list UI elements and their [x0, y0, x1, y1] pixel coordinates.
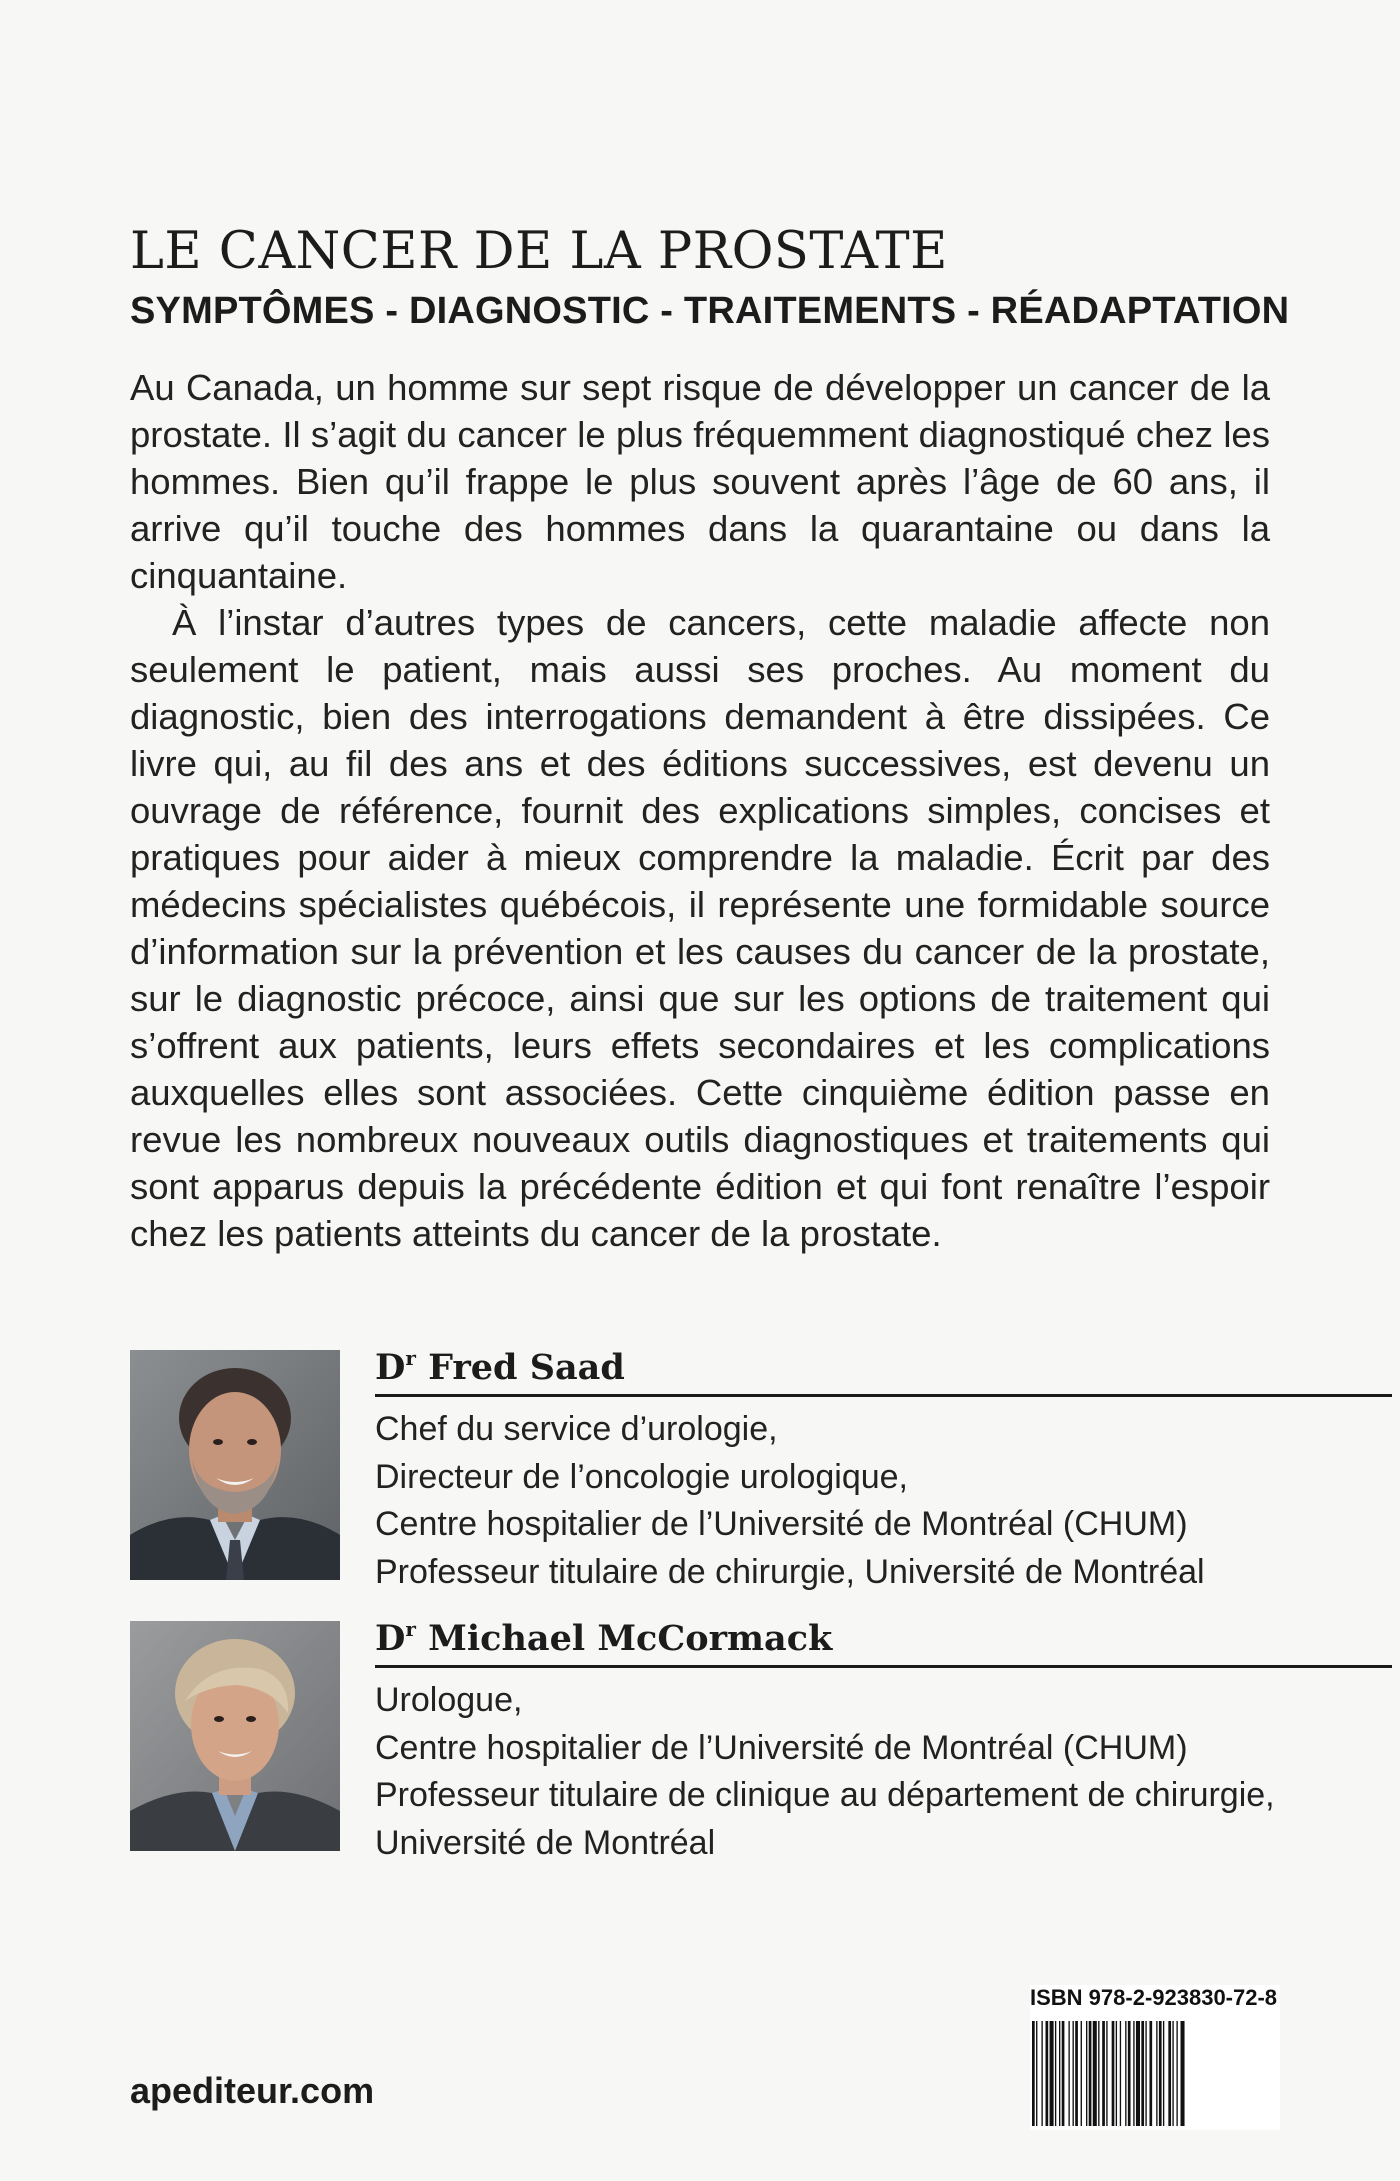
- barcode-bar: [1068, 2021, 1069, 2126]
- barcode-bar: [1120, 2021, 1121, 2126]
- barcode-bar: [1141, 2021, 1144, 2126]
- credential-line: Professeur titulaire de chirurgie, Université de Montréal: [375, 1552, 1205, 1591]
- barcode-bar: [1149, 2021, 1152, 2126]
- barcode-bar: [1086, 2021, 1087, 2126]
- credential-line: Centre hospitalier de l’Université de Montréal (CHUM): [375, 1728, 1188, 1767]
- barcode-bar: [1181, 2021, 1185, 2126]
- barcode-bar: [1156, 2021, 1157, 2126]
- author-name-text: Fred Saad: [428, 1347, 625, 1388]
- barcode-bar: [1032, 2021, 1035, 2126]
- author-name-saad: [375, 1346, 625, 1388]
- barcode-bar: [1176, 2021, 1177, 2126]
- barcode-bar: [1089, 2021, 1092, 2126]
- barcode-bar: [1073, 2021, 1074, 2126]
- barcode-bar: [1133, 2021, 1134, 2126]
- barcode-bar: [1102, 2021, 1105, 2126]
- author-credentials-mccormack: [375, 1677, 1275, 1867]
- description-paragraph-1: Au Canada, un homme sur sept risque de développer un cancer de la prostate. Il s’agit du cancer le plus fréquemment diagnostiqué chez les hommes. Bien qu’il frappe le plus souvent après l’âge de 60 ans, il arrive qu’il touche des hommes dans la quarantaine ou dans la cinquantaine.: [130, 367, 1270, 596]
- book-subtitle: SYMPTÔMES - DIAGNOSTIC - TRAITEMENTS - RÉADAPTATION: [130, 290, 1290, 332]
- description-paragraph-2: À l’instar d’autres types de cancers, cette maladie affecte non seulement le patient, mais aussi ses proches. Au moment du diagnostic, bien des interrogations demandent à être dissipées. Ce livre qui, au fil des ans et des éditions successives, est devenu un ouvrage de référence, fournit des explications simples, concises et pratiques pour aider à mieux comprendre la maladie. Écrit par des médecins spécialistes québécois, il représente une formidable source d’information sur la prévention et les causes du cancer de la prostate, sur le diagnostic précoce, ainsi que sur les options de traitement qui s’offrent aux patients, leurs effets secondaires et les complications auxquelles elles sont associées. Cette cinquième édition passe en revue les nombreux nouveaux outils diagnostiques et traitements qui sont apparus depuis la précédente édition et qui font renaître l’espoir chez les patients atteints du cancer de la prostate.: [130, 602, 1270, 1254]
- author-name-mccormack: [375, 1617, 832, 1659]
- author-title-prefix: D: [375, 1347, 406, 1388]
- barcode-bar: [1036, 2021, 1037, 2126]
- barcode-bar: [1059, 2021, 1060, 2126]
- book-description: [130, 364, 1270, 1257]
- author-divider: [375, 1394, 1392, 1397]
- author-name-text: Michael McCormack: [428, 1618, 833, 1659]
- portrait-saad-image: [130, 1350, 340, 1580]
- author-photo-saad: [130, 1350, 340, 1580]
- barcode-bar: [1125, 2021, 1126, 2126]
- credential-line: Chef du service d’urologie,: [375, 1410, 778, 1448]
- barcode-bar: [1098, 2021, 1099, 2126]
- barcode-bar: [1075, 2021, 1078, 2126]
- barcode-bar: [1136, 2021, 1140, 2126]
- barcode-bar: [1112, 2021, 1115, 2126]
- credential-line: Centre hospitalier de l’Université de Montréal (CHUM): [375, 1505, 1188, 1543]
- author-title-prefix: D: [375, 1618, 406, 1659]
- credential-line: Urologue,: [375, 1681, 523, 1719]
- author-title-sup: r: [405, 1346, 416, 1370]
- barcode-bar: [1046, 2021, 1049, 2126]
- barcode-bar: [1145, 2021, 1146, 2126]
- barcode-bar: [1081, 2021, 1082, 2126]
- author-title-sup: r: [405, 1617, 416, 1641]
- credential-line: Université de Montréal: [375, 1823, 716, 1862]
- author-photo-mccormack: [130, 1621, 340, 1851]
- portrait-mccormack-image: [130, 1621, 340, 1851]
- barcode-bar: [1093, 2021, 1097, 2126]
- barcode-bar: [1041, 2021, 1042, 2126]
- barcode-bar: [1128, 2021, 1131, 2126]
- author-credentials-saad: [375, 1406, 1205, 1596]
- barcode-bar: [1116, 2021, 1117, 2126]
- barcode-bar: [1172, 2021, 1173, 2126]
- barcode-bar: [1050, 2021, 1054, 2126]
- publisher-website: apediteur.com: [130, 2070, 375, 2111]
- barcode-bar: [1163, 2021, 1164, 2126]
- credential-line: Professeur titulaire de clinique au département de chirurgie,: [375, 1776, 1275, 1814]
- book-title: LE CANCER DE LA PROSTATE: [130, 222, 948, 281]
- barcode-bar: [1159, 2021, 1162, 2126]
- barcode-image: [1030, 2021, 1280, 2126]
- barcode-bar: [1106, 2021, 1107, 2126]
- barcode-bar: [1168, 2021, 1171, 2126]
- credential-line: Directeur de l’oncologie urologique,: [375, 1457, 908, 1496]
- barcode-bar: [1062, 2021, 1065, 2126]
- barcode-block: [1030, 1985, 1280, 2130]
- author-divider: [375, 1665, 1392, 1668]
- isbn-label: ISBN 978-2-923830-72-8: [1030, 1985, 1278, 2010]
- barcode-bar: [1055, 2021, 1056, 2126]
